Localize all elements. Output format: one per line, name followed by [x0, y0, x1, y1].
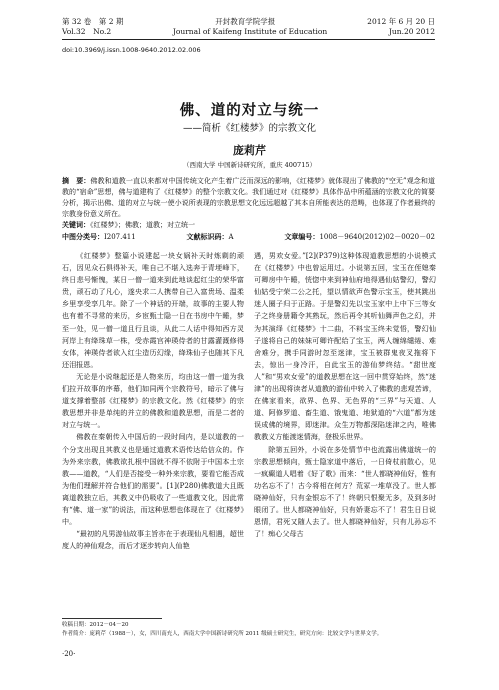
keywords-text: 《红楼梦》；佛教；道教；对立统一 [90, 221, 195, 229]
page-number: ·20· [62, 650, 76, 658]
issue-date-cn: 2012 年 6 月 20 日 [367, 17, 435, 26]
body-column-left [62, 250, 244, 552]
document-code [187, 232, 234, 243]
volume-issue-en: Vol.32 No.2 [62, 27, 112, 36]
clc-number [62, 232, 136, 243]
keywords [62, 220, 435, 231]
doc-value: A [228, 233, 234, 241]
body-paragraph: 佛教在秦朝传入中国后的一段时间内，是以道教的一个分支出现且其教义也是通过道教术语传达给信众的。作为外来宗教，佛教欲扎根中国就不得不依附于中国本土宗教——道教，“人们是否接受一种外来宗教，要看它能否成为他们理解并符合他们的需要”。[1](P280)佛教道大且既离道教独立后，其教义中仍吸收了一些道教文化，因此常有“佛、道一家”的说法，而这种思想也体现在了《红楼梦》中。 [62, 432, 244, 527]
article-subtitle: ——简析《红楼梦》的宗教文化 [182, 123, 316, 134]
doi: doi:10.3969/j.issn.1008-9640.2012.02.006 [62, 46, 201, 54]
article-title: 佛、道的对立与统一 [179, 103, 320, 119]
article-number [284, 232, 435, 243]
journal-name-cn: 开封教育学院学报 [215, 17, 276, 26]
body-column-right [254, 250, 436, 540]
footnote-rule [62, 618, 162, 619]
abstract [62, 176, 435, 220]
author-affiliation: （西南大学 中国新诗研究所，重庆 400715） [183, 161, 316, 169]
author-bio: 作者简介：庞莉芹（1988－），女，四川南充人，西南大学中国新诗研究所 2011 级硕士研究生，研究方向：比较文学与世界文学。 [62, 631, 383, 637]
clc-value: I207.411 [104, 233, 136, 241]
doc-label: 文献标识码： [186, 233, 229, 241]
abstract-text: 佛教和道教一直以来都对中国传统文化产生着广泛而深远的影响，《红楼梦》就体现出了佛教的“空无”观念和道教的“宿命”思想，佛与道建构了《红楼梦》的整个宗教文化。我们通过对《红楼梦》具体作品中所蕴涵的宗教文化的简要分析，揭示出佛、道的对立与统一使小说所表现的宗教思想文化远远超越了其本自所能表达的范畴，也体现了作者最终的宗教身份意义所在。 [62, 177, 436, 218]
journal-name-en: Journal of Kaifeng Institute of Education [172, 27, 328, 36]
body-paragraph: 无论是小说继起还是人物来历，均由这一僧一道为我们拉开故事的序幕，他们如同两个宗教符号，暗示了佛与道支撑着整部《红楼梦》的宗教文化。然《红楼梦》的宗教思想并非是单纯的并立的佛教和道教思想，而是二者的对立与统一。 [62, 371, 244, 430]
clc-label: 中图分类号： [62, 233, 104, 241]
keywords-label: 关键词： [62, 221, 90, 229]
body-paragraph: “最初的凡男游仙故事主旨亦在于表现仙凡相遇，超世度人的神仙观念，而后才逐步转向人仙艳 [62, 529, 244, 551]
issue-date-en: Jun.20 2012 [388, 27, 435, 36]
article-label: 文章编号： [284, 233, 320, 241]
classification-line [62, 232, 435, 243]
abstract-label: 摘 要： [62, 177, 91, 185]
volume-issue-cn: 第 32 卷 第 2 期 [62, 17, 124, 26]
author-name: 庞莉芹 [233, 144, 266, 157]
body-paragraph: 除第五回外，小说在多处情节中也流露出佛道统一的宗教思想倾向，甄士隐家道中落后，一日倚杖前散心，见一疯癫道人唱着《好了歌》而来：“世人都晓神仙好，惟有功名忘不了！古今将相在何方？荒冢一堆草没了。世人都晓神仙好，只有金银忘不了！终朝只恨聚无多，及到多时眼闭了。世人都晓神仙好，只有娇妻忘不了！君生日日说恩情，君死又随人去了。世人都晓神仙好，只有儿孙忘不了！痴心父母古 [254, 444, 436, 539]
running-header [62, 17, 435, 40]
received-date: 收稿日期：2012－04－20 [62, 622, 129, 628]
body-paragraph: 遇，男欢女爱。”[2](P379)这种体现道教思想的小说模式在《红楼梦》中也曾运用过。小说第五回，宝玉在侄媳秦可卿房中午睡，恍惚中来到神仙府地得遇仙姑警幻，警幻仙姑受宁荣二公之托，望以情欲声色警示宝玉，使其跳出迷人圈子归于正路。于是警幻先以宝玉家中上中下三等女子之终身册籍令其熟玩，然后再令其听仙舞声色之幻，并为其演绎《红楼梦》十二曲，不料宝玉终未觉悟，警幻仙子遂将自己的妹妹可卿许配给了宝玉，两人缠绵缱绻、难舍难分，携手同游时忽至迷津，宝玉被群鬼夜叉拖将下去，惊出一身冷汗，自此宝玉的游仙梦终结。“甜世度人”和“男欢女爱”的道教思想在这一回中贯穿始终，然“迷津”的出现将读者从道教的游仙中转入了佛教的悲观苦谛，在佛家看来，欲界、色界、无色界的“三界”与天道、人道、阿修罗道、畜生道、饿鬼道、地狱道的“六道”都为迷误成佛的境界，即迷津。众生万物都深陷迷津之内，唯佛教教义方能渡迷情海，登极乐世界。 [254, 251, 436, 442]
header-rule [62, 39, 435, 40]
article-value: 1008－9640(2012)02－0020－02 [319, 233, 435, 241]
body-paragraph: 《红楼梦》整篇小说建起一块女娲补天时炼剩的顽石，因见众石俱得补天，唯自己不堪入选奔于青埂峰下，终日悲号惭愧，某日一僧一道来到此地谈起红尘的荣华富贵，顽石动了凡心，遂央求二人携带自己入富贵场、温柔乡里享受享几年。除了一个神话的开端，故事的主要人物也有着不寻常的来历，乡宦甄士隐一日在书房中午睡，梦至一处，见一僧一道且行且谈，从此二人话中得知西方灵河岸上有绛珠草一株，受赤霞宫神瑛侍者的甘露灌溉修得女体，神瑛侍者欲入红尘造历幻缘，绛珠仙子也随其下凡还泪报恩。 [62, 251, 244, 369]
footnote [62, 621, 435, 639]
